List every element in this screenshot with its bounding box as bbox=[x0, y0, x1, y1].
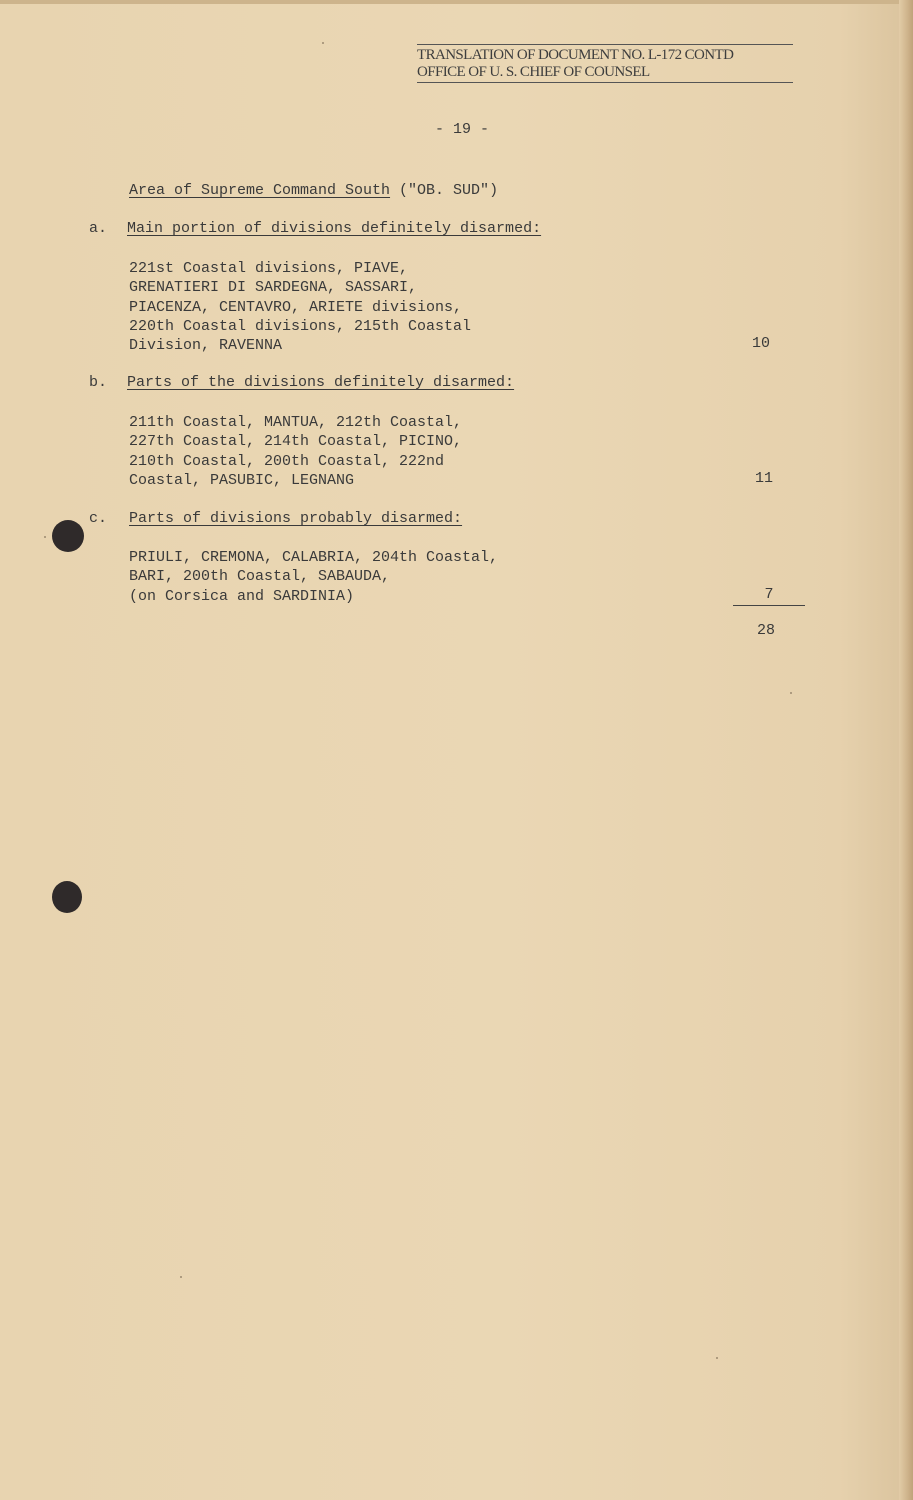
document-header bbox=[417, 44, 793, 83]
section-c-body bbox=[129, 548, 498, 606]
section-a-count: 10 bbox=[752, 335, 771, 352]
section-b-line: 211th Coastal, MANTUA, 212th Coastal, bbox=[129, 414, 463, 431]
area-title bbox=[129, 182, 498, 199]
paper-speck bbox=[180, 1276, 182, 1278]
total-count: 28 bbox=[757, 622, 776, 639]
page-number: - 19 - bbox=[435, 121, 490, 138]
section-a-line: 220th Coastal divisions, 215th Coastal bbox=[129, 317, 472, 335]
section-b-heading: Parts of the divisions definitely disarmed: bbox=[127, 374, 515, 391]
section-a-heading: Main portion of divisions definitely disarmed: bbox=[127, 220, 542, 237]
section-b-body bbox=[129, 413, 462, 490]
page-right-edge bbox=[899, 0, 913, 1500]
section-b-line: Coastal, PASUBIC, LEGNANG bbox=[129, 471, 355, 489]
section-b-line: 227th Coastal, 214th Coastal, PICINO, bbox=[129, 433, 463, 451]
section-a-line: PIACENZA, CENTAVRO, ARIETE divisions, bbox=[129, 298, 463, 316]
section-b-line: 210th Coastal, 200th Coastal, 222nd bbox=[129, 452, 445, 470]
section-a-line: 221st Coastal divisions, PIAVE, bbox=[129, 260, 409, 277]
section-c-heading: Parts of divisions probably disarmed: bbox=[129, 510, 463, 527]
paper-speck bbox=[716, 1357, 718, 1359]
section-b-letter: b. bbox=[89, 374, 108, 391]
section-a-letter: a. bbox=[89, 220, 108, 237]
section-c-letter: c. bbox=[89, 510, 108, 527]
page-top-edge bbox=[0, 0, 913, 4]
punch-hole-icon bbox=[52, 881, 82, 913]
area-title-underlined: Area of Supreme Command South bbox=[129, 182, 391, 199]
header-line-1: TRANSLATION OF DOCUMENT NO. L-172 CONTD bbox=[417, 47, 734, 63]
header-line-2: OFFICE OF U. S. CHIEF OF COUNSEL bbox=[417, 64, 793, 83]
section-b-count: 11 bbox=[755, 470, 774, 487]
paper-speck bbox=[322, 42, 324, 44]
section-a-line: GRENATIERI DI SARDEGNA, SASSARI, bbox=[129, 279, 418, 297]
punch-hole-icon bbox=[52, 520, 84, 552]
paper-speck bbox=[790, 692, 792, 694]
paper-speck bbox=[44, 536, 46, 538]
section-c-count: 7 bbox=[733, 586, 805, 606]
section-a-line: Division, RAVENNA bbox=[129, 337, 283, 355]
area-title-suffix: ("OB. SUD") bbox=[390, 182, 499, 199]
section-c-line: BARI, 200th Coastal, SABAUDA, bbox=[129, 568, 391, 586]
section-c-line: PRIULI, CREMONA, CALABRIA, 204th Coastal, bbox=[129, 549, 499, 566]
section-a-body bbox=[129, 259, 471, 355]
section-c-line: (on Corsica and SARDINIA) bbox=[129, 587, 355, 605]
